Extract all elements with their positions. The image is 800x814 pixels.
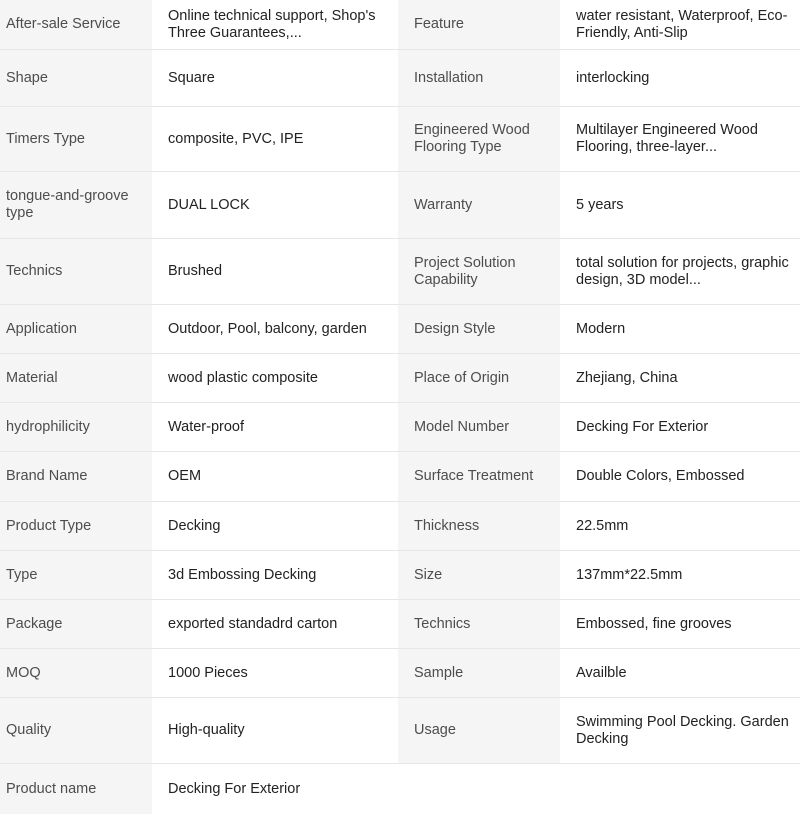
attribute-value: total solution for projects, graphic design, 3D model... xyxy=(560,239,800,304)
attribute-value: wood plastic composite xyxy=(152,354,398,402)
table-row xyxy=(0,698,800,764)
attribute-value: Outdoor, Pool, balcony, garden xyxy=(152,305,398,353)
attribute-name: Sample xyxy=(398,649,560,697)
attribute-value: Decking xyxy=(152,502,398,550)
attribute-value: Modern xyxy=(560,305,800,353)
attribute-name: Project Solution Capability xyxy=(398,239,560,304)
attribute-value: composite, PVC, IPE xyxy=(152,107,398,171)
attribute-value: 137mm*22.5mm xyxy=(560,551,800,599)
attribute-value: interlocking xyxy=(560,50,800,106)
attribute-name: Surface Treatment xyxy=(398,452,560,501)
attribute-name: MOQ xyxy=(0,649,152,697)
table-row xyxy=(0,305,800,354)
table-row xyxy=(0,107,800,172)
attribute-value: water resistant, Waterproof, Eco-Friendly, Anti-Slip xyxy=(560,0,800,49)
attribute-value: DUAL LOCK xyxy=(152,172,398,238)
table-row xyxy=(0,172,800,239)
attribute-value: High-quality xyxy=(152,698,398,763)
attribute-name: Design Style xyxy=(398,305,560,353)
attribute-value: 1000 Pieces xyxy=(152,649,398,697)
attribute-name: Model Number xyxy=(398,403,560,451)
attribute-name: Material xyxy=(0,354,152,402)
table-row xyxy=(0,239,800,305)
attribute-value: Water-proof xyxy=(152,403,398,451)
attribute-value: Double Colors, Embossed xyxy=(560,452,800,501)
attribute-value: OEM xyxy=(152,452,398,501)
attribute-value: Decking For Exterior xyxy=(152,764,800,814)
attribute-value: Multilayer Engineered Wood Flooring, three-layer... xyxy=(560,107,800,171)
attribute-name: hydrophilicity xyxy=(0,403,152,451)
attribute-value: Square xyxy=(152,50,398,106)
attribute-value: 3d Embossing Decking xyxy=(152,551,398,599)
table-row xyxy=(0,354,800,403)
attribute-value: Swimming Pool Decking. Garden Decking xyxy=(560,698,800,763)
attribute-name: Usage xyxy=(398,698,560,763)
attribute-name: Warranty xyxy=(398,172,560,238)
attribute-name: Package xyxy=(0,600,152,648)
attribute-name: Technics xyxy=(0,239,152,304)
table-row xyxy=(0,403,800,452)
attribute-value: Availble xyxy=(560,649,800,697)
attribute-name: Product Type xyxy=(0,502,152,550)
attribute-name: Installation xyxy=(398,50,560,106)
attribute-value: Online technical support, Shop's Three Guarantees,... xyxy=(152,0,398,49)
table-row xyxy=(0,764,800,814)
attribute-value: Zhejiang, China xyxy=(560,354,800,402)
attribute-name: Technics xyxy=(398,600,560,648)
attribute-name: Size xyxy=(398,551,560,599)
attribute-name: After-sale Service xyxy=(0,0,152,49)
attribute-value: Brushed xyxy=(152,239,398,304)
attribute-value: 22.5mm xyxy=(560,502,800,550)
attribute-name: Shape xyxy=(0,50,152,106)
attribute-name: Timers Type xyxy=(0,107,152,171)
attribute-name: Quality xyxy=(0,698,152,763)
attribute-name: Brand Name xyxy=(0,452,152,501)
attribute-name: Engineered Wood Flooring Type xyxy=(398,107,560,171)
table-row xyxy=(0,452,800,502)
table-row xyxy=(0,50,800,107)
attribute-name: Thickness xyxy=(398,502,560,550)
attribute-value: Embossed, fine grooves xyxy=(560,600,800,648)
attribute-name: Type xyxy=(0,551,152,599)
attribute-value: exported standadrd carton xyxy=(152,600,398,648)
attribute-name: tongue-and-groove type xyxy=(0,172,152,238)
attribute-value: Decking For Exterior xyxy=(560,403,800,451)
attribute-value: 5 years xyxy=(560,172,800,238)
table-row xyxy=(0,502,800,551)
table-row xyxy=(0,0,800,50)
table-row xyxy=(0,600,800,649)
attribute-name: Product name xyxy=(0,764,152,814)
attribute-name: Application xyxy=(0,305,152,353)
table-row xyxy=(0,551,800,600)
table-row xyxy=(0,649,800,698)
attribute-name: Feature xyxy=(398,0,560,49)
attribute-name: Place of Origin xyxy=(398,354,560,402)
